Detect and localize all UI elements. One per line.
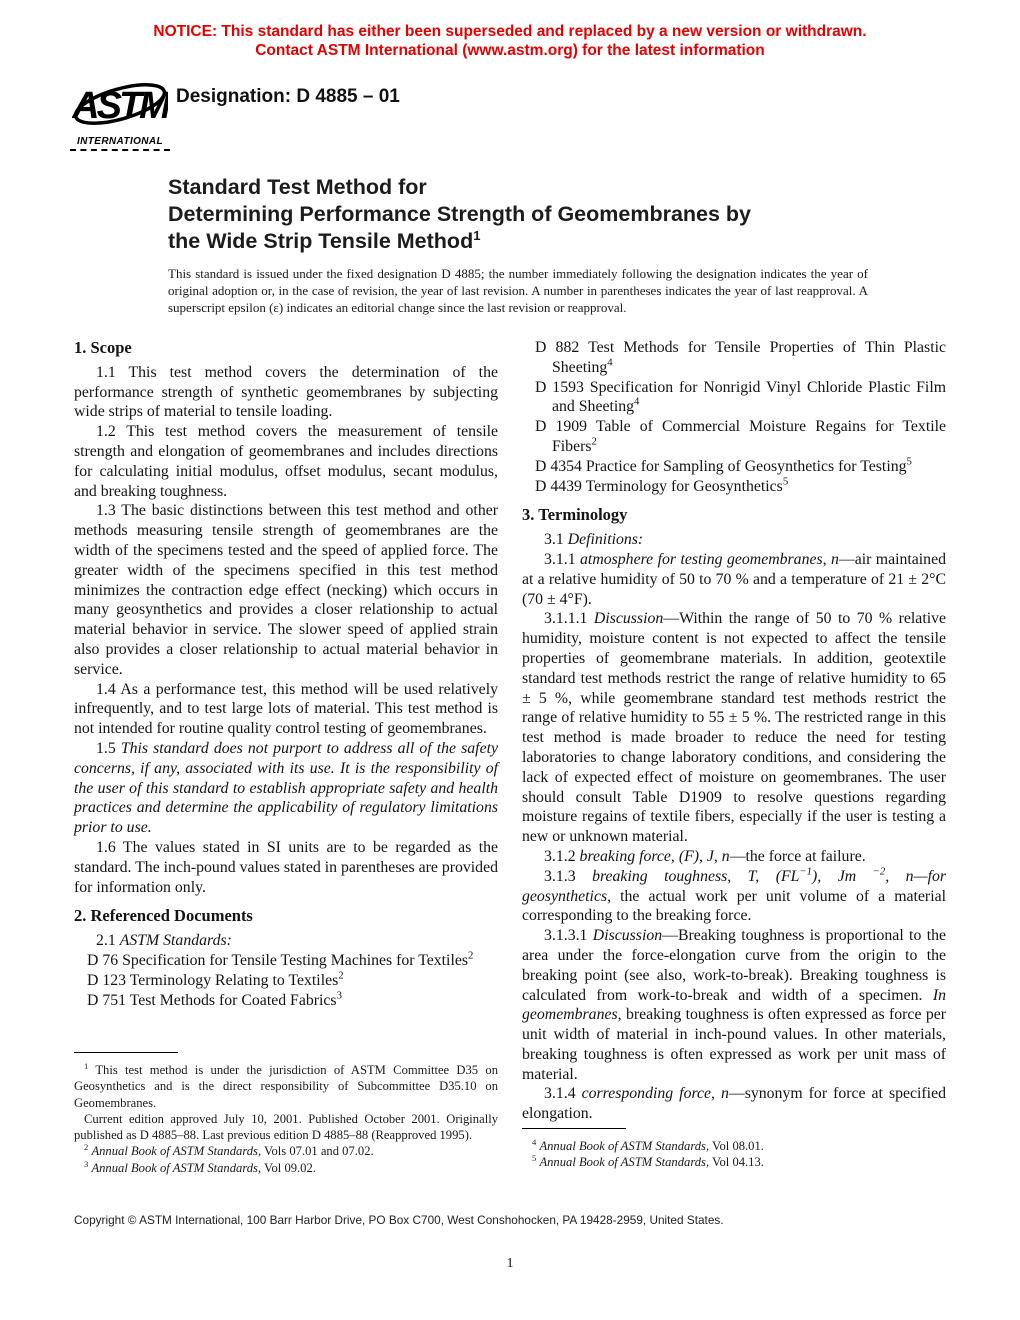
superseded-notice: [0, 22, 1020, 60]
left-footnotes: [74, 1052, 498, 1176]
para-1-1: 1.1 This test method covers the determination of the performance strength of synthetic geomembranes by subjecting wide strips of material to tensile loading.: [74, 363, 498, 421]
ref-d4439: D 4439 Terminology for Geosynthetics$^5$: [535, 475, 789, 495]
right-footnotes: [522, 1128, 946, 1171]
para-1-2: 1.2 This test method covers the measurement of tensile strength and elongation of geomembranes and includes directions for calculating initial modulus, offset modulus, secant modulus, and breaking toughness.: [74, 423, 498, 500]
issue-note: This standard is issued under the fixed designation D 4885; the number immediately following the designation indicates the year of original adoption or, in the case of revision, the year of last revision. A number in parentheses indicates the year of last reapproval. A superscript epsilon (ε) indicates an editorial change since the last revision or reapproval.: [168, 266, 868, 315]
para-3-1-4: 3.1.4 corresponding force, n—synonym for force at specified elongation.: [522, 1085, 946, 1123]
ref-d751: D 751 Test Methods for Coated Fabrics$^3$: [87, 989, 342, 1009]
ref-d882: D 882 Test Methods for Tensile Properties of Thin Plastic Sheeting$^4$: [535, 339, 946, 376]
ref-d1593: D 1593 Specification for Nonrigid Vinyl Chloride Plastic Film and Sheeting$^4$: [535, 378, 946, 416]
footnote-3: $^3$ Annual Book of ASTM Standards, Vol 09.02.: [84, 1158, 316, 1175]
designation: Designation: D 4885 – 01: [176, 86, 400, 107]
ref-d4354: D 4354 Practice for Sampling of Geosynthetics for Testing$^5$: [535, 455, 912, 475]
para-1-6: 1.6 The values stated in SI units are to be regarded as the standard. The inch-pound values stated in parentheses are provided for information only.: [74, 838, 498, 896]
ref-d76: D 76 Specification for Tensile Testing Machines for Textiles$^2$: [87, 949, 474, 969]
notice-line-2: Contact ASTM International (www.astm.org) for the latest information: [255, 42, 765, 59]
title-line-3: the Wide Strip Tensile Method$^1$: [168, 227, 481, 253]
para-1-5: 1.5 This standard does not purport to address all of the safety concerns, if any, associated with its use. It is the responsibility of the user of this standard to establish appropriate safety and health practices and determine the applicability of regulatory limitations prior to use.: [74, 739, 498, 837]
footnote-5: $^5$ Annual Book of ASTM Standards, Vol 04.13.: [532, 1153, 764, 1170]
para-1-3: 1.3 The basic distinctions between this test method and other methods measuring tensile strength of geomembranes are the width of the specimens tested and the speed of applied force. The greater width of the specimens specified in this test method minimizes the contraction edge effect (necking) which occurs in many geosynthetics and provides a closer relationship to actual material behavior in service. The slower speed of applied strain also provides a closer relationship to actual material behavior in service.: [74, 502, 498, 678]
section-2-heading: 2. Referenced Documents: [74, 906, 253, 926]
footnote-1b: Current edition approved July 10, 2001. Published October 2001. Originally published as D 4885–88. Last previous edition D 4885–88 (Reapproved 1995).: [74, 1111, 498, 1143]
logo-subtext: INTERNATIONAL: [70, 136, 170, 151]
document-title: [168, 174, 751, 255]
astm-globe-icon: [72, 72, 168, 138]
section-1-heading: 1. Scope: [74, 338, 132, 357]
astm-logo: [70, 72, 170, 151]
para-2-1: 2.1 ASTM Standards:: [96, 932, 232, 950]
para-3-1-1: 3.1.1 atmosphere for testing geomembranes, n—air maintained at a relative humidity of 50 to 70 % and a temperature of 21 ± 2°C (70 ± 4°F).: [522, 550, 946, 608]
para-3-1-3-1: 3.1.3.1 Discussion—Breaking toughness is proportional to the area under the force-elongation curve from the origin to the breaking point (see also, work-to-break). Breaking toughness is calculated from work-to-break and width of a specimen. In geomembranes, breaking toughness is often expressed as force per unit width of material in inch-pound values. In other materials, breaking toughness is often expressed as work per unit mass of material.: [522, 927, 946, 1083]
section-3-heading: 3. Terminology: [522, 505, 628, 525]
page-number: 1: [506, 1256, 514, 1271]
title-line-2: Determining Performance Strength of Geomembranes by: [168, 202, 752, 226]
footnote-4: $^4$ Annual Book of ASTM Standards, Vol 08.01.: [532, 1136, 764, 1153]
right-column: [522, 338, 946, 1124]
para-3-1-3: 3.1.3 breaking toughness, T, $(FL^{-1})$, Jm $^{-2}$, n—for geosynthetics, the actual work per unit volume of a material corresponding to the breaking force.: [522, 865, 947, 925]
para-1-4: 1.4 As a performance test, this method will be used relatively infrequently, and to test large lots of material. This test method is not intended for routine quality control testing of geomembranes.: [74, 680, 498, 738]
para-3-1-2: 3.1.2 breaking force, (F), J, n—the force at failure.: [544, 847, 866, 865]
ref-d123: D 123 Terminology Relating to Textiles$^2$: [87, 969, 344, 989]
para-3-1: 3.1 Definitions:: [544, 531, 644, 549]
copyright-line: Copyright © ASTM International, 100 Barr Harbor Drive, PO Box C700, West Conshohocken, PA 19428-2959, United States.: [74, 1213, 724, 1227]
logo-text: ASTM: [72, 85, 168, 127]
footnote-rule-left: [74, 1052, 178, 1053]
para-3-1-1-1: 3.1.1.1 Discussion—Within the range of 50 to 70 % relative humidity, moisture content is not expected to affect the tensile properties of geomembrane materials. In addition, geotextile standard test methods restrict the range of relative humidity to 65 ± 5 %, while geomembrane standard test methods restrict the range of relative humidity to 55 ± 5 %. The restricted range in this test method is made broader to reduce the need for testing laboratories to change laboratory conditions, and considering the lack of expected effect of moisture on geomembranes. The user should consult Table D1909 to resolve questions regarding moisture regains of textile fibers, especially if the user is testing a new or unknown material.: [522, 610, 947, 846]
title-footnote-marker: 1: [473, 227, 481, 243]
left-column: [74, 338, 498, 1010]
ref-d1909: D 1909 Table of Commercial Moisture Regains for Textile Fibers$^2$: [535, 418, 946, 455]
footnote-1: $^1$ This test method is under the jurisdiction of ASTM Committee D35 on Geosynthetics and is the direct responsibility of Subcommittee D35.10 on Geomembranes.: [74, 1060, 498, 1110]
title-line-1: Standard Test Method for: [168, 175, 427, 199]
footnote-rule-right: [522, 1128, 626, 1129]
footnote-2: $^2$ Annual Book of ASTM Standards, Vols 07.01 and 07.02.: [84, 1142, 374, 1159]
notice-line-1: NOTICE: This standard has either been superseded and replaced by a new version or withdrawn.: [153, 23, 867, 40]
